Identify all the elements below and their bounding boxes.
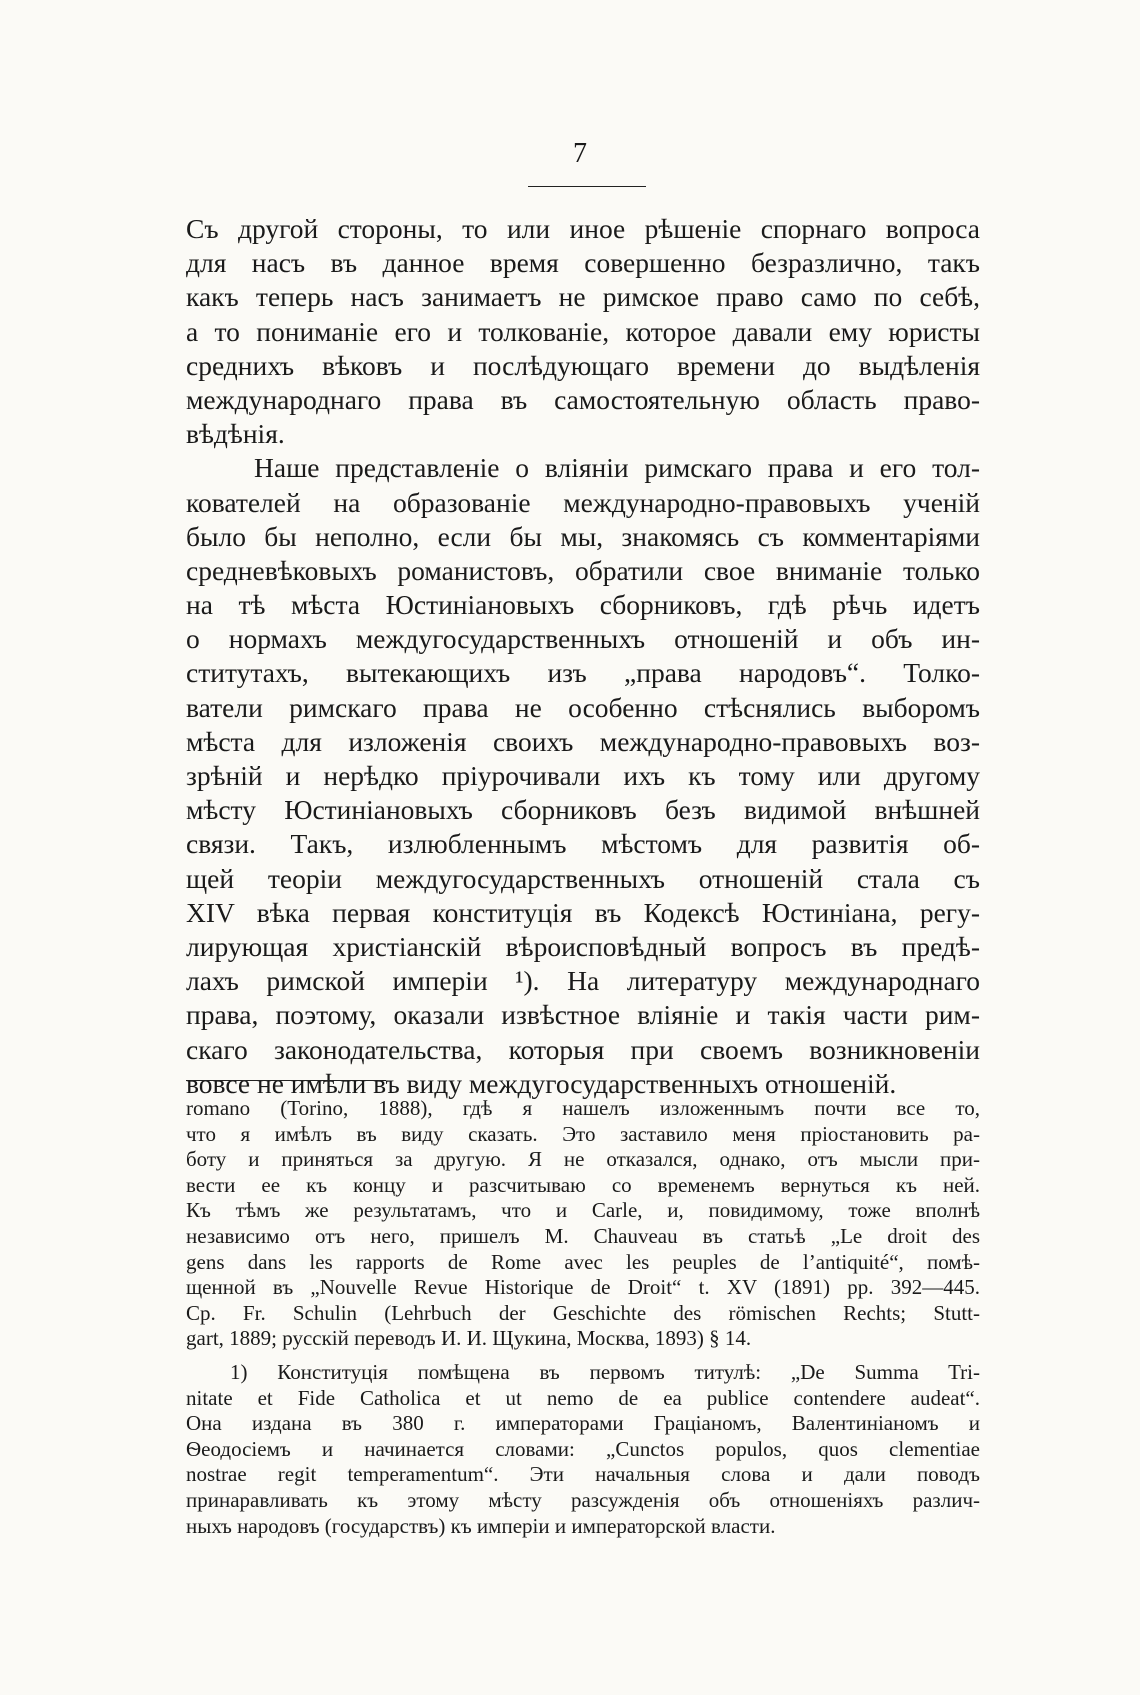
footnote-line: боту и приняться за другую. Я не отказался, однако, отъ мысли при- [186,1147,980,1172]
footnote-gap [186,1352,980,1360]
body-line: ститутахъ, вытекающихъ изъ „права народовъ“. Толко- [186,657,980,689]
footnote-line: romano (Torino, 1888), гдѣ я нашелъ изложеннымъ почти все то, [186,1096,980,1120]
footnote-1-line: ныхъ народовъ (государствъ) къ имперіи и императорской власти. [186,1513,776,1538]
body-line: Наше представленіе о вліяніи римскаго права и его тол- [254,452,980,484]
body-line: зрѣній и нерѣдко пріурочивали ихъ къ тому или другому [186,760,980,791]
footnote-rule [186,1080,386,1081]
body-line: о нормахъ междугосударственныхъ отношеній и объ ин- [186,623,980,655]
body-line: международнаго права въ самостоятельную область право- [186,383,980,415]
main-text [186,212,980,1101]
body-line: среднихъ вѣковъ и послѣдующаго времени до выдѣленія [186,349,980,381]
footnote-line: gens dans les rapports de Rome avec les peuples de l’antiquité“, помѣ- [186,1249,980,1274]
body-line: а то пониманіе его и толкованіе, которое давали ему юристы [186,315,980,347]
footnote-1-line: 1) Конституція помѣщена въ первомъ титулѣ: „De Summa Tri- [230,1359,980,1384]
body-line: для насъ въ данное время совершенно безразлично, такъ [186,247,980,279]
footnote-1-line: Ѳеодосіемъ и начинается словами: „Cunctos populos, quos clementiae [186,1436,980,1461]
footnote-line: gart, 1889; русскій переводъ И. И. Щукина, Москва, 1893) § 14. [186,1326,752,1351]
footnote-line: вести ее къ концу и разсчитываю со временемъ вернуться къ ней. [186,1172,980,1197]
footnote-line: независимо отъ него, пришелъ M. Chauveau въ статьѣ „Le droit des [186,1223,980,1248]
body-line: лахъ римской имперіи ¹). На литературу международнаго [186,965,980,997]
body-line: вовсе не имѣли въ виду междугосударственныхъ отношеній. [186,1067,897,1099]
body-line: права, поэтому, оказали извѣстное вліяніе и такія части рим- [186,999,980,1031]
body-line: на тѣ мѣста Юстиніановыхъ сборниковъ, гдѣ рѣчь идетъ [186,589,980,621]
footnote-line: Cp. Fr. Schulin (Lehrbuch der Geschichte des römischen Rechts; Stutt- [186,1300,980,1325]
footnote-1-line: Она издана въ 380 г. императорами Граціаномъ, Валентиніаномъ и [186,1411,980,1436]
body-line: XIV вѣка первая конституція въ Кодексѣ Юстиніана, регу- [186,896,980,928]
footnotes [186,1096,980,1539]
body-line: вѣдѣнія. [186,418,285,450]
footnote-1-line: принаравливать къ этому мѣсту разсужденія объ отношеніяхъ различ- [186,1487,980,1512]
footnote-line: Къ тѣмъ же результатамъ, что и Carle, и, повидимому, тоже вполнѣ [186,1198,980,1223]
body-line: лирующая христіанскій вѣроисповѣдный вопросъ въ предѣ- [186,930,980,962]
footnote-line: щенной въ „Nouvelle Revue Historique de Droit“ t. XV (1891) pp. 392—445. [186,1275,980,1300]
body-line: мѣсту Юстиніановыхъ сборниковъ безъ видимой внѣшней [186,794,980,826]
page-number: 7 [573,138,587,169]
footnote-1-line: nostrae regit temperamentum“. Эти начальныя слова и дали поводъ [186,1462,980,1487]
body-line: мѣста для изложенія своихъ международно-правовыхъ воз- [186,725,980,757]
body-line: было бы неполно, если бы мы, знакомясь съ комментаріями [186,520,980,552]
footnote-1-line: nitate et Fide Catholica et ut nemo de ea publice contendere audeat“. [186,1385,980,1410]
page-number-rule [528,186,646,187]
body-line: связи. Такъ, излюбленнымъ мѣстомъ для развитія об- [186,828,980,860]
body-line: щей теоріи междугосударственныхъ отношеній стала съ [186,862,980,894]
body-line: какъ теперь насъ занимаетъ не римское право само по себѣ, [186,281,980,313]
footnote-line: что я имѣлъ въ виду сказать. Это заставило меня пріостановить ра- [186,1121,980,1146]
body-line: Съ другой стороны, то или иное рѣшеніе спорнаго вопроса [186,213,980,244]
body-line: кователей на образованіе международно-правовыхъ ученій [186,486,980,518]
body-line: средневѣковыхъ романистовъ, обратили свое вниманіе только [186,554,980,586]
body-line: скаго законодательства, которыя при своемъ возникновеніи [186,1033,980,1065]
body-line: ватели римскаго права не особенно стѣснялись выборомъ [186,691,980,723]
